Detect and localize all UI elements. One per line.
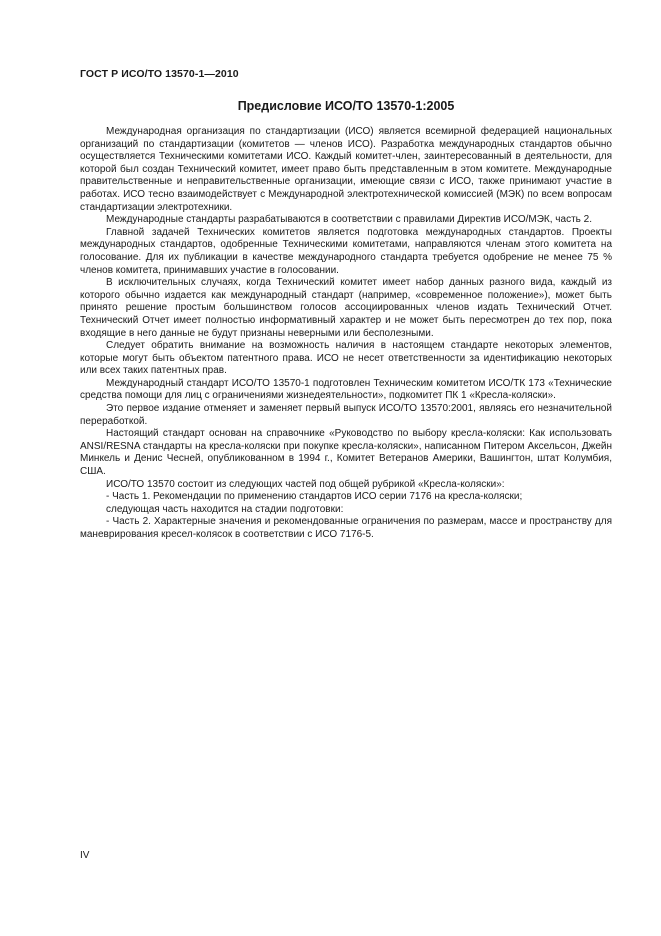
- paragraph: Следует обратить внимание на возможность наличия в настоящем стандарте некоторых элементов, которые могут быть объектом патентного права. ИСО не несет ответственности за идентификацию некоторых или всех таких патентных прав.: [80, 340, 612, 377]
- paragraph: Настоящий стандарт основан на справочнике «Руководство по выбору кресла-коляски: Как использовать ANSI/RESNA стандарты на кресла-коляски при покупке кресла-коляски», написанном Питером Аксельсон, Джейн Минкель и Денис Чесней, опубликованном в 1994 г., Комитет Ветеранов Америки, Вашингтон, штат Колумбия, США.: [80, 428, 612, 478]
- page-title: Предисловие ИСО/ТО 13570-1:2005: [237, 99, 455, 113]
- page-number: IV: [80, 850, 90, 861]
- document-body: [80, 126, 612, 542]
- list-item: - Часть 1. Рекомендации по применению стандартов ИСО серии 7176 на кресла-коляски;: [106, 491, 523, 503]
- list-item: следующая часть находится на стадии подготовки:: [106, 503, 344, 515]
- paragraph: Главной задачей Технических комитетов является подготовка международных стандартов. Проекты международных стандартов, одобренные Техническими комитетами, направляются членам этого комитета на голосование. Для их публикации в качестве международного стандарта требуется одобрение не менее 75 % членов комитета, принимавших участие в голосовании.: [80, 226, 612, 276]
- paragraph: Международная организация по стандартизации (ИСО) является всемирной федерацией национальных организаций по стандартизации (комитетов — членов ИСО). Разработка международных стандартов обычно осуществляется Техническими комитетами ИСО. Каждый комитет-член, заинтересованный в деятельности, для которой был создан Технический комитет, имеет право быть представленным в этом комитете. Международные правительственные и неправительственные организации, имеющие связи с ИСО, также принимают участие в работах. ИСО тесно взаимодействует с Международной электротехнической комиссией (МЭК) по всем вопросам стандартизации электротехники.: [80, 126, 612, 213]
- document-header: ГОСТ Р ИСО/ТО 13570-1—2010: [80, 68, 239, 80]
- paragraph: В исключительных случаях, когда Технический комитет имеет набор данных разного вида, каждый из которого обычно издается как международный стандарт (например, «современное положение»), может быть принято решение простым большинством голосов ассоциированных членов издать Технический Отчет. Технический Отчет имеет полностью информативный характер и не может быть пересмотрен до тех пор, пока входящие в него данные не будут признаны неверными или бесполезными.: [80, 277, 612, 339]
- paragraph: Международные стандарты разрабатываются в соответствии с правилами Директив ИСО/МЭК, часть 2.: [106, 214, 592, 226]
- list-item: - Часть 2. Характерные значения и рекомендованные ограничения по размерам, массе и пространству для маневрирования кресел-колясок в соответствии с ИСО 7176-5.: [80, 516, 612, 540]
- paragraph: Это первое издание отменяет и заменяет первый выпуск ИСО/ТО 13570:2001, являясь его незначительной переработкой.: [80, 403, 612, 427]
- paragraph: ИСО/ТО 13570 состоит из следующих частей под общей рубрикой «Кресла-коляски»:: [106, 478, 505, 490]
- paragraph: Международный стандарт ИСО/ТО 13570-1 подготовлен Техническим комитетом ИСО/ТК 173 «Технические средства помощи для лиц с ограничениями жизнедеятельности», подкомитет ПК 1 «Кресла-коляски».: [80, 377, 612, 402]
